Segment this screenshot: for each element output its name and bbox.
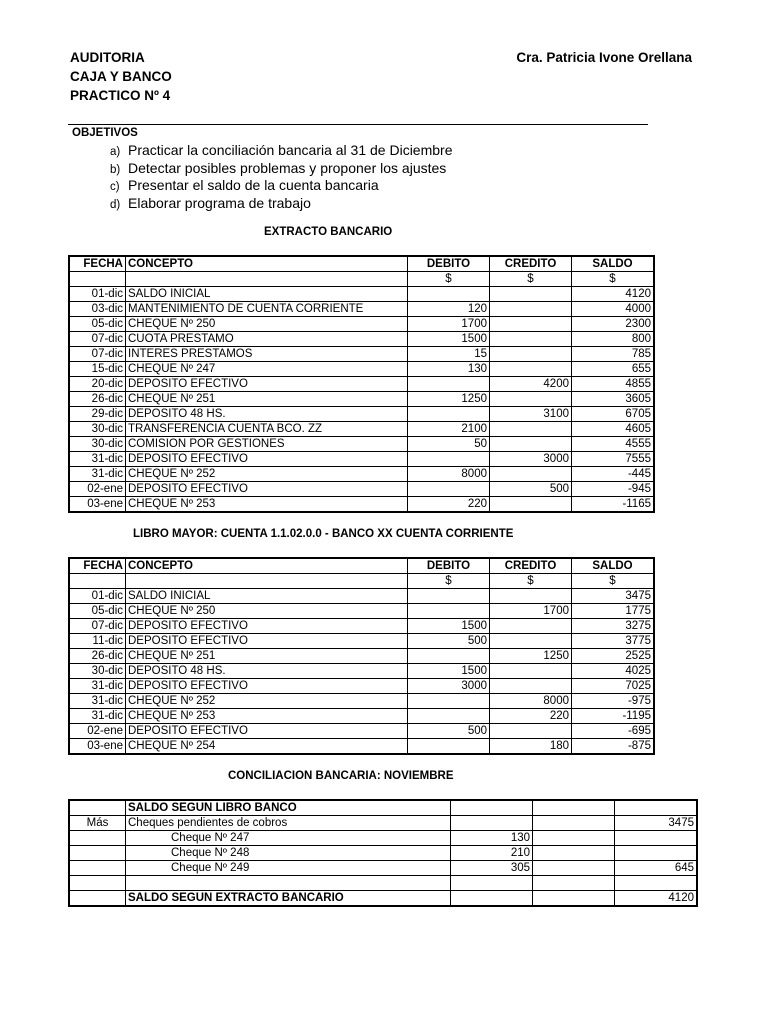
cell-credito xyxy=(490,287,572,302)
cell-importe xyxy=(451,816,533,831)
objective-letter: a) xyxy=(110,146,121,158)
cell-empty xyxy=(126,272,408,287)
cell-debito: 15 xyxy=(408,347,490,362)
cell-saldo: 6705 xyxy=(572,407,655,422)
cell-concepto: COMISION POR GESTIONES xyxy=(126,437,408,452)
cell-fecha: 31-dic xyxy=(69,679,126,694)
header-practice: PRACTICO Nº 4 xyxy=(70,88,171,103)
cell-fecha: 31-dic xyxy=(69,694,126,709)
table-row xyxy=(69,619,654,634)
cell-importe xyxy=(451,891,533,907)
cell-concepto: CHEQUE Nº 250 xyxy=(126,604,408,619)
conciliacion-title: CONCILIACION BANCARIA: NOVIEMBRE xyxy=(228,770,454,782)
conciliacion-row xyxy=(69,831,697,846)
cell-importe-2 xyxy=(533,861,615,876)
cell-saldo: -1165 xyxy=(572,497,655,513)
cell-fecha: 02-ene xyxy=(69,724,126,739)
cell-debito: 1700 xyxy=(408,317,490,332)
header-concepto: CONCEPTO xyxy=(126,558,408,574)
cell-concepto: CUOTA PRESTAMO xyxy=(126,332,408,347)
cell-debito xyxy=(408,452,490,467)
header-fecha: FECHA xyxy=(69,256,126,272)
cell-concepto: DEPOSITO EFECTIVO xyxy=(126,724,408,739)
cell-saldo: 4605 xyxy=(572,422,655,437)
cell-total xyxy=(615,876,698,891)
cell-debito xyxy=(408,482,490,497)
table-row xyxy=(69,302,654,317)
cell-fecha: 20-dic xyxy=(69,377,126,392)
objective-letter: d) xyxy=(110,198,121,211)
cell-total: 645 xyxy=(615,861,698,876)
cell-empty xyxy=(69,272,126,287)
cell-fecha: 01-dic xyxy=(69,287,126,302)
cell-fecha: 26-dic xyxy=(69,649,126,664)
cell-fecha: 31-dic xyxy=(69,452,126,467)
cell-debito: 2100 xyxy=(408,422,490,437)
currency-saldo: $ xyxy=(572,272,655,287)
cell-saldo: 4025 xyxy=(572,664,655,679)
table-row xyxy=(69,679,654,694)
cell-debito: 1500 xyxy=(408,664,490,679)
cell-credito xyxy=(490,362,572,377)
currency-row xyxy=(69,574,654,589)
cell-debito: 500 xyxy=(408,634,490,649)
cell-operador xyxy=(69,861,126,876)
cell-fecha: 29-dic xyxy=(69,407,126,422)
cell-credito xyxy=(490,302,572,317)
cell-debito xyxy=(408,709,490,724)
table-row xyxy=(69,362,654,377)
header-author: Cra. Patricia Ivone Orellana xyxy=(516,50,692,65)
cell-concepto: DEPOSITO EFECTIVO xyxy=(126,482,408,497)
cell-fecha: 26-dic xyxy=(69,392,126,407)
cell-concepto: SALDO INICIAL xyxy=(126,287,408,302)
cell-fecha: 05-dic xyxy=(69,604,126,619)
cell-credito: 3100 xyxy=(490,407,572,422)
cell-debito xyxy=(408,287,490,302)
cell-saldo: -945 xyxy=(572,482,655,497)
cell-saldo: 3605 xyxy=(572,392,655,407)
cell-importe-2 xyxy=(533,831,615,846)
cell-debito xyxy=(408,407,490,422)
currency-debito: $ xyxy=(408,272,490,287)
cell-descripcion xyxy=(126,876,451,891)
cell-empty xyxy=(69,574,126,589)
header-fecha: FECHA xyxy=(69,558,126,574)
objective-item xyxy=(110,177,453,195)
cell-saldo: 3775 xyxy=(572,634,655,649)
conciliacion-table xyxy=(68,799,698,907)
cell-debito: 120 xyxy=(408,302,490,317)
currency-row xyxy=(69,272,654,287)
cell-debito: 1500 xyxy=(408,619,490,634)
cell-importe: 210 xyxy=(451,846,533,861)
cell-importe xyxy=(451,876,533,891)
cell-debito: 3000 xyxy=(408,679,490,694)
cell-descripcion: SALDO SEGUN EXTRACTO BANCARIO xyxy=(126,891,451,907)
cell-concepto: DEPOSITO 48 HS. xyxy=(126,664,408,679)
table-row xyxy=(69,467,654,482)
objective-letter: c) xyxy=(110,181,120,193)
objective-item xyxy=(110,142,453,160)
cell-concepto: SALDO INICIAL xyxy=(126,589,408,604)
cell-concepto: MANTENIMIENTO DE CUENTA CORRIENTE xyxy=(126,302,408,317)
cell-saldo: 3275 xyxy=(572,619,655,634)
cell-importe-2 xyxy=(533,800,615,816)
table-row xyxy=(69,377,654,392)
currency-debito: $ xyxy=(408,574,490,589)
table-row xyxy=(69,392,654,407)
cell-concepto: DEPOSITO EFECTIVO xyxy=(126,377,408,392)
cell-saldo: -875 xyxy=(572,739,655,755)
cell-importe-2 xyxy=(533,876,615,891)
conciliacion-row xyxy=(69,846,697,861)
cell-saldo: -445 xyxy=(572,467,655,482)
cell-concepto: CHEQUE Nº 253 xyxy=(126,497,408,513)
header-debito: DEBITO xyxy=(408,558,490,574)
cell-importe xyxy=(451,800,533,816)
cell-credito: 3000 xyxy=(490,452,572,467)
cell-importe-2 xyxy=(533,891,615,907)
table-row xyxy=(69,332,654,347)
cell-total xyxy=(615,831,698,846)
objectives-heading: OBJETIVOS xyxy=(72,127,138,139)
cell-fecha: 07-dic xyxy=(69,347,126,362)
cell-total xyxy=(615,846,698,861)
header-saldo: SALDO xyxy=(572,558,655,574)
table-header-row xyxy=(69,558,654,574)
header-concepto: CONCEPTO xyxy=(126,256,408,272)
cell-fecha: 30-dic xyxy=(69,422,126,437)
cell-saldo: 2300 xyxy=(572,317,655,332)
cell-empty xyxy=(126,574,408,589)
table-row xyxy=(69,482,654,497)
cell-credito xyxy=(490,589,572,604)
cell-saldo: 800 xyxy=(572,332,655,347)
cell-fecha: 15-dic xyxy=(69,362,126,377)
table-row xyxy=(69,694,654,709)
cell-saldo: -1195 xyxy=(572,709,655,724)
cell-saldo: 4555 xyxy=(572,437,655,452)
cell-fecha: 02-ene xyxy=(69,482,126,497)
cell-descripcion: SALDO SEGUN LIBRO BANCO xyxy=(126,800,451,816)
cell-concepto: CHEQUE Nº 251 xyxy=(126,649,408,664)
cell-credito xyxy=(490,467,572,482)
cell-fecha: 31-dic xyxy=(69,709,126,724)
cell-operador xyxy=(69,846,126,861)
cell-fecha: 05-dic xyxy=(69,317,126,332)
cell-concepto: CHEQUE Nº 247 xyxy=(126,362,408,377)
cell-credito xyxy=(490,664,572,679)
objective-text: Practicar la conciliación bancaria al 31 de Diciembre xyxy=(128,142,453,158)
cell-concepto: CHEQUE Nº 254 xyxy=(126,739,408,755)
table-row xyxy=(69,287,654,302)
cell-debito xyxy=(408,694,490,709)
table-row xyxy=(69,739,654,755)
cell-saldo: 4855 xyxy=(572,377,655,392)
cell-importe-2 xyxy=(533,846,615,861)
conciliacion-row xyxy=(69,800,697,816)
cell-saldo: -975 xyxy=(572,694,655,709)
cell-debito xyxy=(408,589,490,604)
table-row xyxy=(69,317,654,332)
cell-credito xyxy=(490,497,572,513)
objective-text: Presentar el saldo de la cuenta bancaria xyxy=(128,177,379,193)
cell-total: 3475 xyxy=(615,816,698,831)
cell-importe: 130 xyxy=(451,831,533,846)
conciliacion-row xyxy=(69,861,697,876)
objective-item xyxy=(110,195,453,213)
table-row xyxy=(69,347,654,362)
table-row xyxy=(69,497,654,513)
cell-descripcion: Cheque Nº 249 xyxy=(126,861,451,876)
cell-operador xyxy=(69,891,126,907)
cell-debito: 1500 xyxy=(408,332,490,347)
cell-credito: 500 xyxy=(490,482,572,497)
cell-credito xyxy=(490,679,572,694)
cell-saldo: 3475 xyxy=(572,589,655,604)
mayor-title: LIBRO MAYOR: CUENTA 1.1.02.0.0 - BANCO XX CUENTA CORRIENTE xyxy=(133,528,514,540)
cell-descripcion: Cheque Nº 247 xyxy=(126,831,451,846)
cell-fecha: 07-dic xyxy=(69,332,126,347)
cell-saldo: 7555 xyxy=(572,452,655,467)
conciliacion-row xyxy=(69,816,697,831)
cell-credito: 180 xyxy=(490,739,572,755)
cell-credito xyxy=(490,437,572,452)
cell-importe: 305 xyxy=(451,861,533,876)
table-row xyxy=(69,649,654,664)
cell-debito: 1250 xyxy=(408,392,490,407)
cell-fecha: 30-dic xyxy=(69,437,126,452)
cell-concepto: INTERES PRESTAMOS xyxy=(126,347,408,362)
cell-credito: 1700 xyxy=(490,604,572,619)
header-credito: CREDITO xyxy=(490,558,572,574)
cell-debito xyxy=(408,649,490,664)
cell-credito xyxy=(490,317,572,332)
header-credito: CREDITO xyxy=(490,256,572,272)
cell-saldo: 7025 xyxy=(572,679,655,694)
cell-credito: 8000 xyxy=(490,694,572,709)
cell-credito xyxy=(490,422,572,437)
cell-concepto: TRANSFERENCIA CUENTA BCO. ZZ xyxy=(126,422,408,437)
cell-concepto: CHEQUE Nº 251 xyxy=(126,392,408,407)
cell-credito xyxy=(490,724,572,739)
table-row xyxy=(69,589,654,604)
cell-concepto: DEPOSITO EFECTIVO xyxy=(126,619,408,634)
cell-saldo: 1775 xyxy=(572,604,655,619)
table-row xyxy=(69,437,654,452)
cell-debito: 50 xyxy=(408,437,490,452)
cell-concepto: CHEQUE Nº 252 xyxy=(126,694,408,709)
conciliacion-row xyxy=(69,876,697,891)
table-row xyxy=(69,634,654,649)
cell-credito: 220 xyxy=(490,709,572,724)
table-row xyxy=(69,422,654,437)
cell-fecha: 30-dic xyxy=(69,664,126,679)
header-saldo: SALDO xyxy=(572,256,655,272)
cell-concepto: CHEQUE Nº 250 xyxy=(126,317,408,332)
cell-fecha: 03-ene xyxy=(69,739,126,755)
cell-credito xyxy=(490,347,572,362)
cell-debito: 130 xyxy=(408,362,490,377)
cell-credito: 4200 xyxy=(490,377,572,392)
objective-item xyxy=(110,160,453,178)
cell-credito xyxy=(490,392,572,407)
cell-concepto: DEPOSITO 48 HS. xyxy=(126,407,408,422)
objectives-list xyxy=(110,142,453,212)
cell-saldo: 4000 xyxy=(572,302,655,317)
cell-debito xyxy=(408,377,490,392)
cell-debito: 8000 xyxy=(408,467,490,482)
table-row xyxy=(69,452,654,467)
cell-fecha: 03-ene xyxy=(69,497,126,513)
currency-credito: $ xyxy=(490,574,572,589)
conciliacion-row xyxy=(69,891,697,907)
cell-concepto: DEPOSITO EFECTIVO xyxy=(126,634,408,649)
cell-operador xyxy=(69,800,126,816)
cell-concepto: DEPOSITO EFECTIVO xyxy=(126,452,408,467)
cell-saldo: 2525 xyxy=(572,649,655,664)
table-row xyxy=(69,604,654,619)
cell-saldo: 655 xyxy=(572,362,655,377)
cell-debito xyxy=(408,604,490,619)
header-debito: DEBITO xyxy=(408,256,490,272)
header-subject: AUDITORIA xyxy=(70,50,145,65)
cell-credito xyxy=(490,619,572,634)
cell-debito: 220 xyxy=(408,497,490,513)
objective-text: Detectar posibles problemas y proponer los ajustes xyxy=(128,159,447,176)
objective-letter: b) xyxy=(110,163,121,176)
cell-debito xyxy=(408,739,490,755)
table-row xyxy=(69,709,654,724)
cell-fecha: 01-dic xyxy=(69,589,126,604)
cell-fecha: 11-dic xyxy=(69,634,126,649)
header-topic: CAJA Y BANCO xyxy=(70,69,172,84)
cell-operador xyxy=(69,831,126,846)
cell-operador: Más xyxy=(69,816,126,831)
cell-saldo: 785 xyxy=(572,347,655,362)
cell-total xyxy=(615,800,698,816)
cell-saldo: 4120 xyxy=(572,287,655,302)
cell-importe-2 xyxy=(533,816,615,831)
extracto-title: EXTRACTO BANCARIO xyxy=(264,226,393,238)
table-header-row xyxy=(69,256,654,272)
cell-fecha: 07-dic xyxy=(69,619,126,634)
document-header xyxy=(70,48,172,105)
cell-descripcion: Cheques pendientes de cobros xyxy=(126,816,451,831)
cell-credito xyxy=(490,634,572,649)
objective-text: Elaborar programa de trabajo xyxy=(128,194,311,211)
cell-credito xyxy=(490,332,572,347)
cell-credito: 1250 xyxy=(490,649,572,664)
currency-saldo: $ xyxy=(572,574,655,589)
currency-credito: $ xyxy=(490,272,572,287)
table-row xyxy=(69,724,654,739)
cell-concepto: CHEQUE Nº 253 xyxy=(126,709,408,724)
cell-fecha: 03-dic xyxy=(69,302,126,317)
cell-concepto: CHEQUE Nº 252 xyxy=(126,467,408,482)
cell-total: 4120 xyxy=(615,891,698,907)
extracto-table xyxy=(68,255,655,513)
mayor-table xyxy=(68,557,655,755)
cell-fecha: 31-dic xyxy=(69,467,126,482)
table-row xyxy=(69,407,654,422)
cell-saldo: -695 xyxy=(572,724,655,739)
cell-descripcion: Cheque Nº 248 xyxy=(126,846,451,861)
table-row xyxy=(69,664,654,679)
cell-debito: 500 xyxy=(408,724,490,739)
cell-operador xyxy=(69,876,126,891)
header-divider xyxy=(68,124,648,125)
cell-concepto: DEPOSITO EFECTIVO xyxy=(126,679,408,694)
